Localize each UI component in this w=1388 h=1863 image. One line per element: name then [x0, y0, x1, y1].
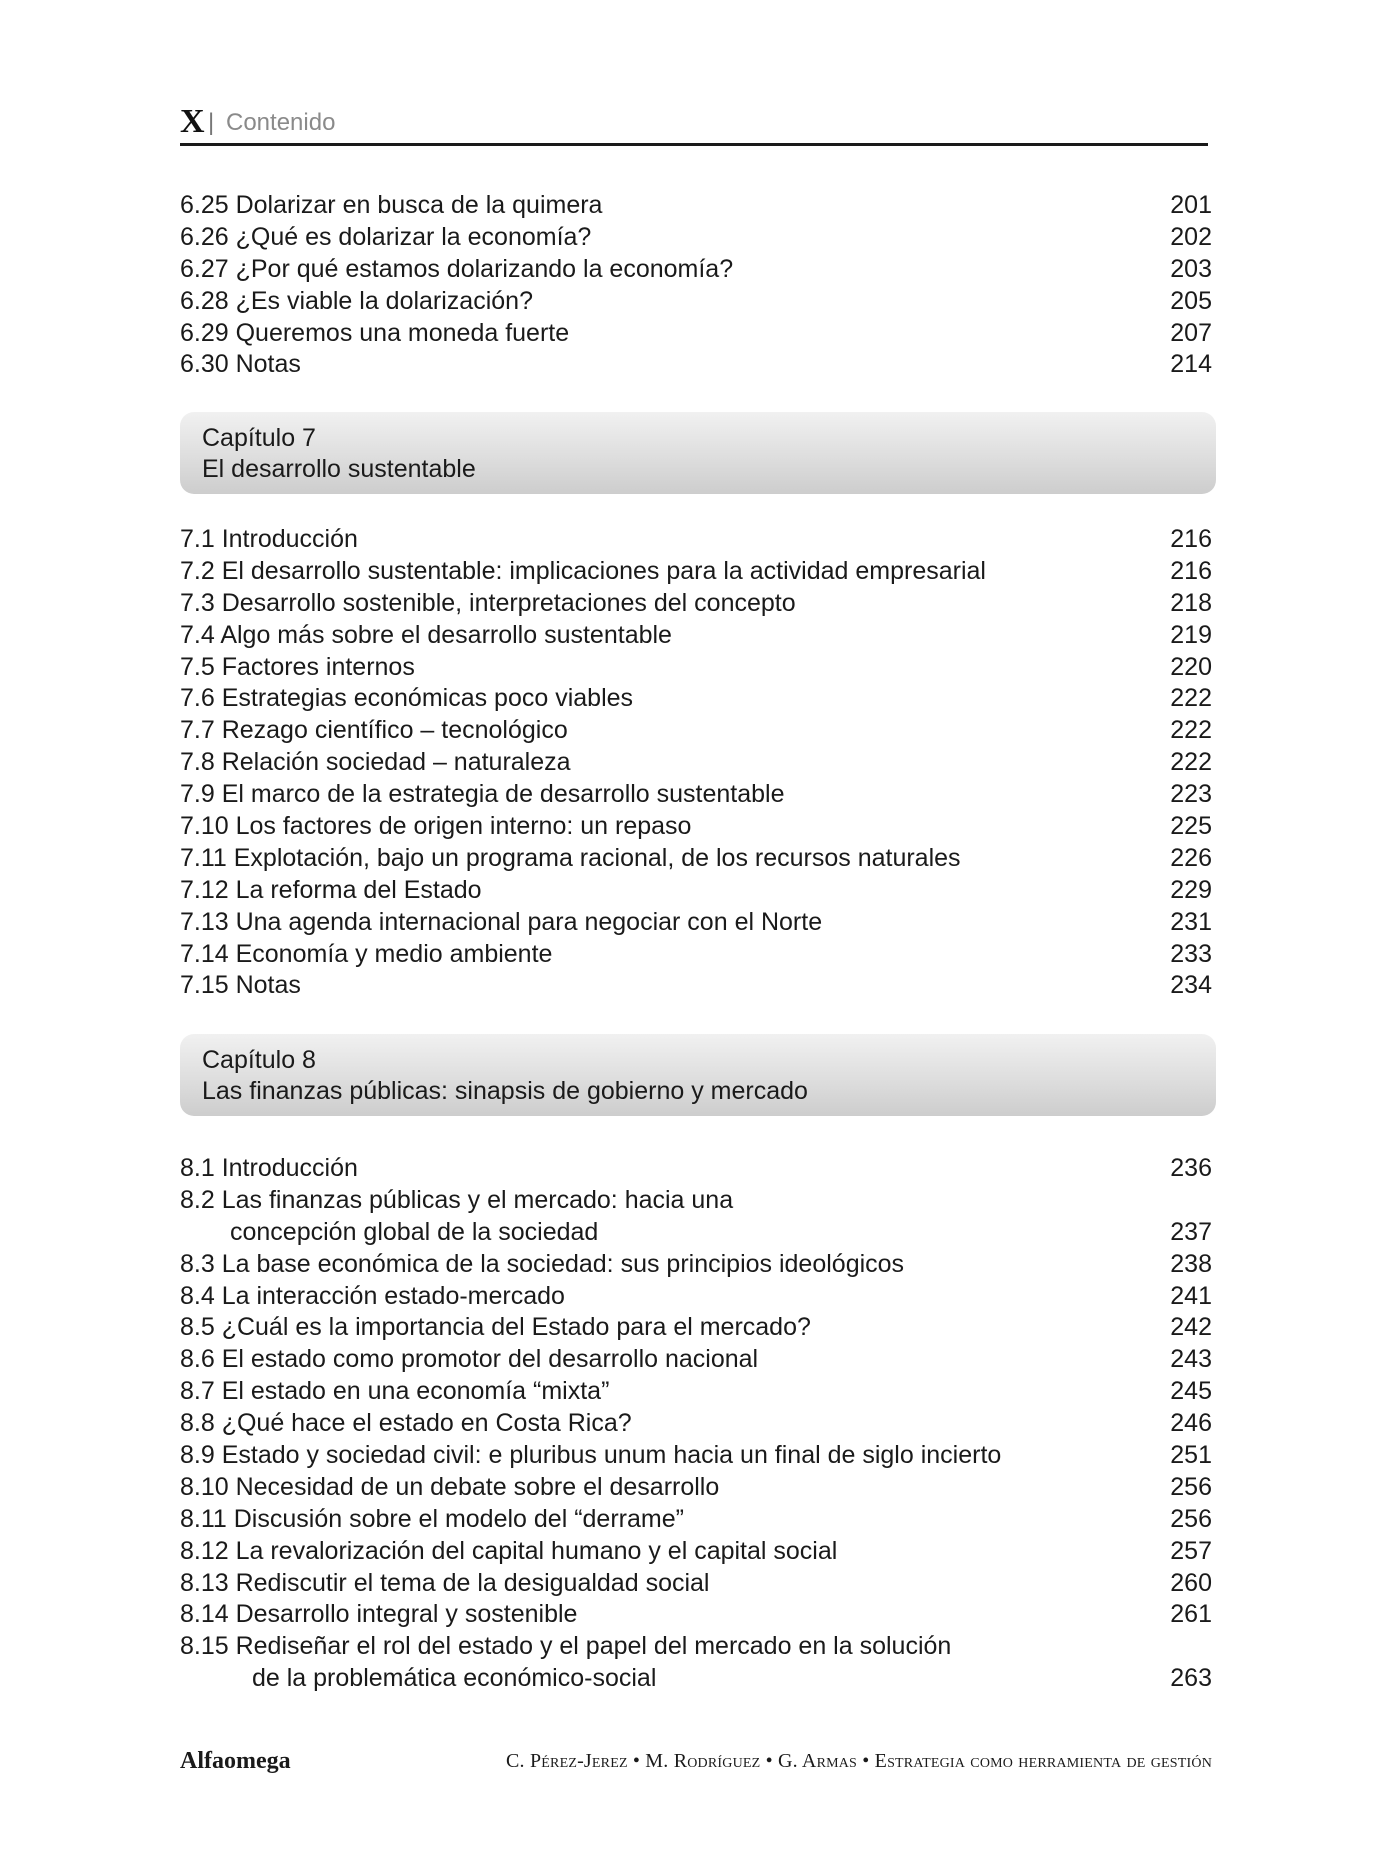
toc-entry [180, 1185, 1212, 1217]
toc-entry-page: 222 [1170, 748, 1212, 777]
toc-entry-page: 205 [1170, 286, 1212, 315]
toc-entry-page: 214 [1170, 350, 1212, 379]
toc-entry-page: 256 [1170, 1472, 1212, 1501]
toc-entry-page: 201 [1170, 191, 1212, 219]
toc-entry-page: 261 [1170, 1600, 1212, 1629]
toc-entry [180, 1536, 1212, 1568]
toc-entry-page: 226 [1170, 843, 1212, 872]
toc-entry [180, 1312, 1212, 1344]
toc-entry [180, 318, 1212, 350]
toc-entry [180, 1504, 1212, 1536]
toc-entry-label: 7.4 Algo más sobre el desarrollo sustentable [180, 620, 672, 649]
page-header [180, 103, 1208, 146]
toc-entry [180, 349, 1212, 381]
toc-entry-page: 237 [1170, 1217, 1212, 1246]
toc-entry-page: 222 [1170, 684, 1212, 713]
page-footer [180, 1748, 1212, 1782]
toc-entry-page: 207 [1170, 318, 1212, 347]
toc-entry-page: 243 [1170, 1345, 1212, 1374]
toc-entry-label: 6.28 ¿Es viable la dolarización? [180, 286, 533, 315]
toc-entry [180, 1472, 1212, 1504]
toc-entry-page: 203 [1170, 254, 1212, 283]
toc-entry-page: 242 [1170, 1313, 1212, 1342]
toc-entry-label: 7.13 Una agenda internacional para negociar con el Norte [180, 907, 823, 936]
toc-entry [180, 715, 1212, 747]
toc-entry [180, 843, 1212, 875]
toc-entry-label: 8.14 Desarrollo integral y sostenible [180, 1600, 578, 1629]
chapter-8-heading [180, 1034, 1216, 1116]
toc-entry-page: 251 [1170, 1441, 1212, 1470]
toc-entry-label: 8.15 Rediseñar el rol del estado y el papel del mercado en la solución [180, 1632, 952, 1661]
toc-entry-label: 7.7 Rezago científico – tecnológico [180, 716, 568, 745]
toc-entry-label: 8.13 Rediscutir el tema de la desigualdad social [180, 1568, 710, 1597]
toc-entry [180, 747, 1212, 779]
toc-section-chapter7 [180, 524, 1212, 1002]
toc-entry-label: 8.4 La interacción estado-mercado [180, 1281, 565, 1310]
toc-entry [180, 524, 1212, 556]
toc-entry [180, 1281, 1212, 1313]
toc-entry-label: 8.2 Las finanzas públicas y el mercado: hacia una [180, 1185, 734, 1214]
toc-entry-page: 216 [1170, 525, 1212, 553]
toc-entry-page: 246 [1170, 1409, 1212, 1438]
toc-entry-label: 6.29 Queremos una moneda fuerte [180, 318, 570, 347]
toc-entry-label: 8.9 Estado y sociedad civil: e pluribus unum hacia un final de siglo incierto [180, 1441, 1002, 1470]
toc-entry-page: 218 [1170, 588, 1212, 617]
page-number: X [180, 103, 205, 140]
toc-entry-label: concepción global de la sociedad [230, 1217, 599, 1246]
toc-entry [180, 1344, 1212, 1376]
toc-entry-label: 8.3 La base económica de la sociedad: sus principios ideológicos [180, 1249, 905, 1278]
toc-entry [180, 1663, 1212, 1695]
toc-entry-label: 7.9 El marco de la estrategia de desarrollo sustentable [180, 780, 785, 809]
toc-entry-label: 7.12 La reforma del Estado [180, 875, 482, 904]
chapter-8-title: Las finanzas públicas: sinapsis de gobierno y mercado [202, 1077, 808, 1105]
toc-entry-page: 222 [1170, 716, 1212, 745]
header-section-title: Contenido [226, 109, 336, 136]
toc-entry-page: 256 [1170, 1504, 1212, 1533]
toc-entry-label: 7.11 Explotación, bajo un programa racional, de los recursos naturales [180, 843, 961, 872]
toc-entry-page: 202 [1170, 222, 1212, 251]
toc-entry-label: 8.10 Necesidad de un debate sobre el desarrollo [180, 1472, 720, 1501]
toc-entry [180, 1408, 1212, 1440]
toc-entry [180, 1153, 1212, 1185]
toc-entry [180, 1440, 1212, 1472]
toc-entry-label: 7.3 Desarrollo sostenible, interpretaciones del concepto [180, 588, 796, 617]
toc-entry [180, 222, 1212, 254]
toc-entry [180, 970, 1212, 1002]
toc-entry-label: 7.1 Introducción [180, 525, 358, 553]
toc-entry [180, 1568, 1212, 1600]
toc-section-chapter6 [180, 190, 1212, 381]
toc-entry [180, 190, 1212, 222]
toc-entry-label: de la problemática económico-social [252, 1664, 657, 1693]
toc-entry [180, 254, 1212, 286]
toc-entry-label: 7.14 Economía y medio ambiente [180, 939, 553, 968]
toc-entry-page: 219 [1170, 620, 1212, 649]
chapter-7-number: Capítulo 7 [202, 424, 316, 452]
toc-entry-label: 8.1 Introducción [180, 1154, 358, 1182]
toc-entry-page: 234 [1170, 971, 1212, 1000]
toc-entry-label: 8.6 El estado como promotor del desarrollo nacional [180, 1345, 759, 1374]
toc-entry-page: 238 [1170, 1249, 1212, 1278]
toc-entry-page: 241 [1170, 1281, 1212, 1310]
toc-entry [180, 683, 1212, 715]
toc-entry-page: 225 [1170, 812, 1212, 841]
toc-entry [180, 1631, 1212, 1663]
toc-entry-page: 220 [1170, 652, 1212, 681]
toc-entry-label: 7.6 Estrategias económicas poco viables [180, 684, 634, 713]
toc-entry [180, 588, 1212, 620]
toc-entry [180, 620, 1212, 652]
toc-entry-label: 6.27 ¿Por qué estamos dolarizando la economía? [180, 254, 734, 283]
toc-entry-label: 8.7 El estado en una economía “mixta” [180, 1377, 610, 1406]
toc-entry-label: 7.8 Relación sociedad – naturaleza [180, 748, 571, 777]
toc-entry-page: 229 [1170, 875, 1212, 904]
toc-entry [180, 1217, 1212, 1249]
toc-entry-label: 8.11 Discusión sobre el modelo del “derrame” [180, 1504, 684, 1533]
chapter-7-title: El desarrollo sustentable [202, 455, 476, 483]
toc-entry-label: 7.2 El desarrollo sustentable: implicaciones para la actividad empresarial [180, 556, 986, 585]
toc-entry [180, 1376, 1212, 1408]
toc-entry-page: 263 [1170, 1664, 1212, 1693]
toc-section-chapter8 [180, 1153, 1212, 1695]
toc-entry [180, 652, 1212, 684]
toc-entry-label: 6.26 ¿Qué es dolarizar la economía? [180, 222, 592, 251]
toc-entry-label: 8.5 ¿Cuál es la importancia del Estado para el mercado? [180, 1313, 811, 1342]
chapter-8-number: Capítulo 8 [202, 1046, 316, 1074]
toc-entry [180, 779, 1212, 811]
toc-entry [180, 1599, 1212, 1631]
toc-entry-page: 245 [1170, 1377, 1212, 1406]
toc-entry-label: 6.25 Dolarizar en busca de la quimera [180, 191, 603, 219]
toc-entry-page: 257 [1170, 1536, 1212, 1565]
toc-entry-page: 260 [1170, 1568, 1212, 1597]
toc-entry-label: 6.30 Notas [180, 350, 301, 379]
toc-entry [180, 811, 1212, 843]
book-credits: C. Pérez-Jerez • M. Rodríguez • G. Armas • Estrategia como herramienta de gestión [506, 1750, 1212, 1772]
toc-entry [180, 939, 1212, 971]
toc-entry [180, 907, 1212, 939]
chapter-7-heading [180, 412, 1216, 494]
header-separator: | [208, 109, 215, 136]
toc-entry-label: 7.10 Los factores de origen interno: un repaso [180, 812, 692, 841]
toc-entry-page: 216 [1170, 556, 1212, 585]
toc-entry [180, 875, 1212, 907]
toc-entry-label: 8.8 ¿Qué hace el estado en Costa Rica? [180, 1409, 632, 1438]
toc-entry-label: 7.15 Notas [180, 971, 301, 1000]
publisher-name: Alfaomega [180, 1748, 291, 1774]
toc-entry-label: 7.5 Factores internos [180, 652, 415, 681]
toc-entry-page: 236 [1170, 1154, 1212, 1182]
toc-entry-label: 8.12 La revalorización del capital humano y el capital social [180, 1536, 838, 1565]
toc-entry [180, 286, 1212, 318]
toc-entry [180, 1249, 1212, 1281]
toc-entry [180, 556, 1212, 588]
toc-entry-page: 233 [1170, 939, 1212, 968]
toc-entry-page: 223 [1170, 780, 1212, 809]
toc-entry-page: 231 [1170, 907, 1212, 936]
